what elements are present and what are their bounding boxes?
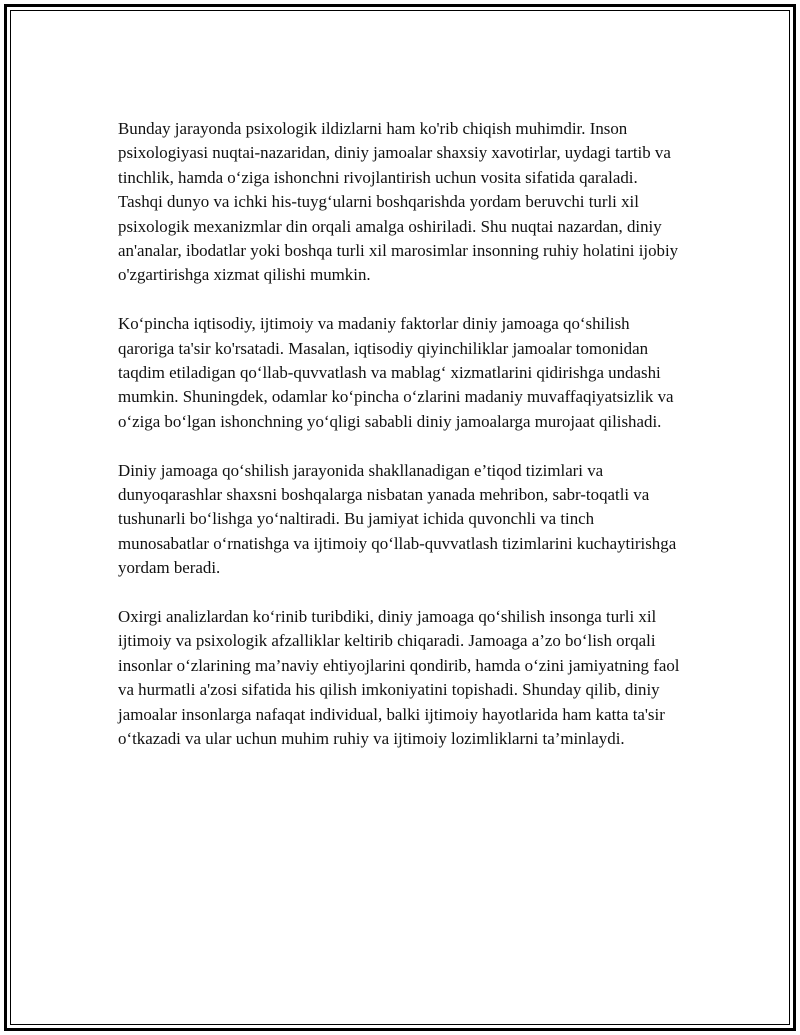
paragraph-2: Ko‘pincha iqtisodiy, ijtimoiy va madaniy faktorlar diniy jamoaga qo‘shilish qaroriga ta'sir ko'rsatadi. Masalan, iqtisodiy qiyinchiliklar jamoalar tomonidan taqdim etiladigan qo‘llab-quvvatlash va mablag‘ xizmatlarini qidirishga undashi mumkin. Shuningdek, odamlar ko‘pincha o‘zlarini madaniy muvaffaqiyatsizlik va o‘ziga bo‘lgan ishonchning yo‘qligi sababli diniy jamoalarga murojaat qilishadi. (118, 314, 674, 431)
paragraph-4: Oxirgi analizlardan ko‘rinib turibdiki, diniy jamoaga qo‘shilish insonga turli xil ijtimoiy va psixologik afzalliklar keltirib chiqaradi. Jamoaga a’zo bo‘lish orqali insonlar o‘zlarining ma’naviy ehtiyojlarini qondirib, hamda o‘zini jamiyatning faol va hurmatli a'zosi sifatida his qilish imkoniyatini topishadi. Shunday qilib, diniy jamoalar insonlarga nafaqat individual, balki ijtimoiy hayotlarida ham katta ta'sir o‘tkazadi va ular uchun muhim ruhiy va ijtimoiy lozimliklarni ta’minlaydi. (118, 607, 680, 749)
paragraph-3: Diniy jamoaga qo‘shilish jarayonida shakllanadigan e’tiqod tizimlari va dunyoqarashlar shaxsni boshqalarga nisbatan yanada mehribon, sabr-toqatli va tushunarli bo‘lishga yo‘naltiradi. Bu jamiyat ichida quvonchli va tinch munosabatlar o‘rnatishga va ijtimoiy qo‘llab-quvvatlash tizimlarini kuchaytirishga yordam beradi. (118, 460, 677, 578)
document-body (118, 117, 684, 776)
paragraph-1: Bunday jarayonda psixologik ildizlarni ham ko'rib chiqish muhimdir. Inson psixologiyasi nuqtai-nazaridan, diniy jamoalar shaxsiy xavotirlar, uydagi tartib va tinchlik, hamda o‘ziga ishonchni rivojlantirish uchun vosita sifatida qaraladi. Tashqi dunyo va ichki his-tuyg‘ularni boshqarishda yordam beruvchi turli xil psixologik mexanizmlar din orqali amalga oshiriladi. Shu nuqtai nazardan, diniy an'analar, ibodatlar yoki boshqa turli xil marosimlar insonning ruhiy holatini ijobiy o'zgartirishga xizmat qilishi mumkin. (118, 119, 679, 285)
